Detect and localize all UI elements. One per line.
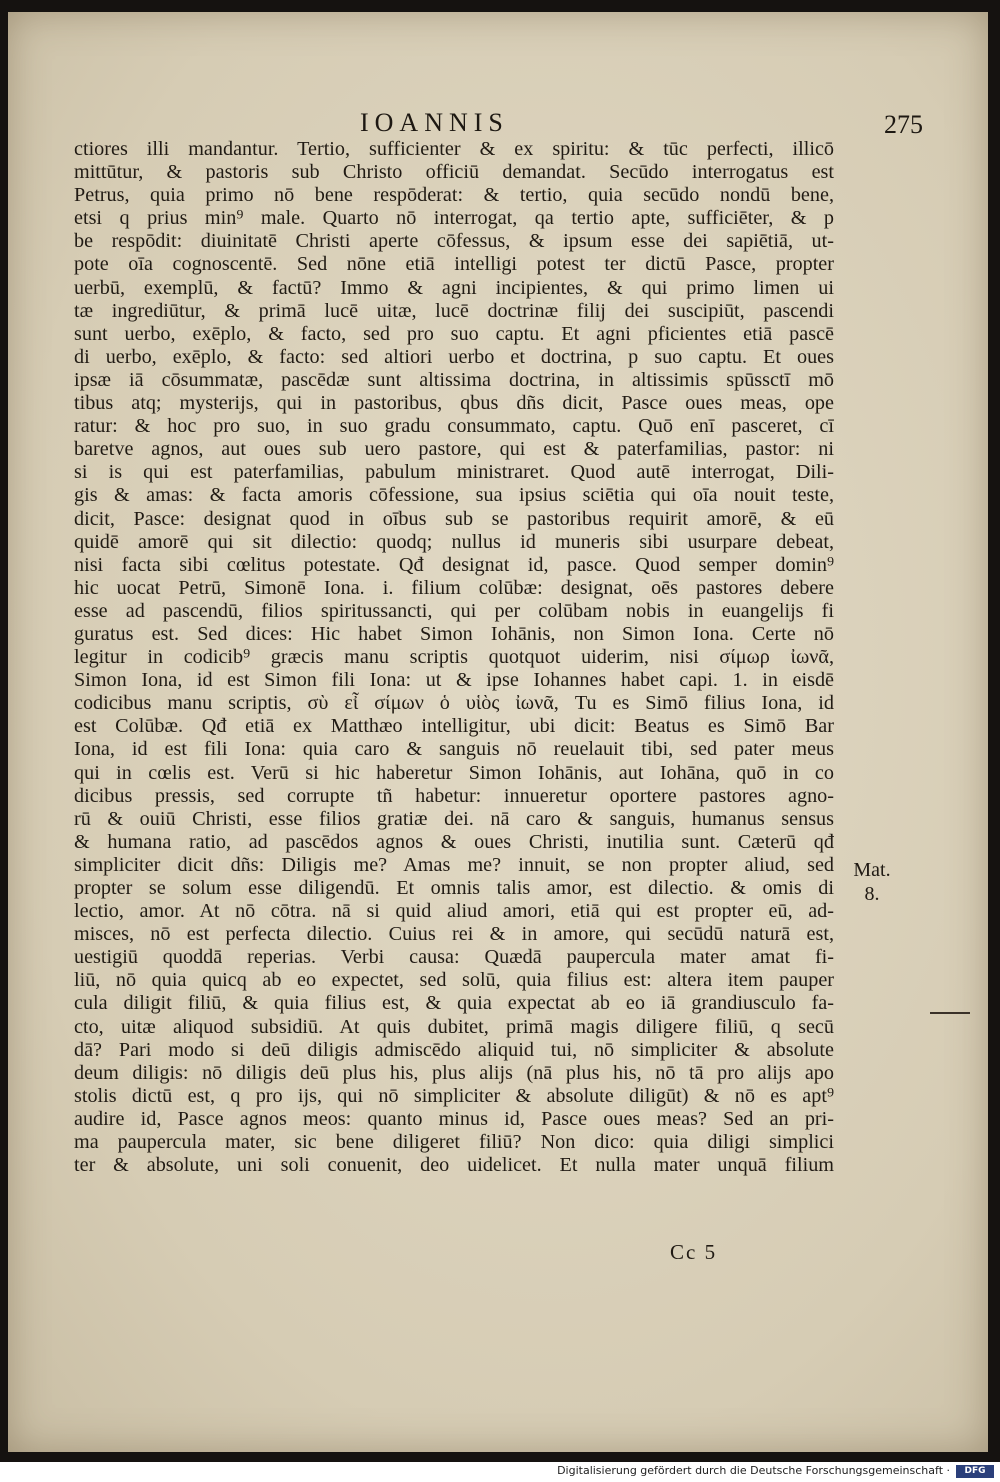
text-line: guratus est. Sed dices: Hic habet Simon Iohānis, non Simon Iona. Certe nō	[74, 622, 834, 645]
text-line: liū, nō quia quicq ab eo expectet, sed solū, quia filius est: altera item pauper	[74, 969, 834, 992]
text-block	[74, 138, 834, 1177]
text-line: hic uocat Petrū, Simonē Iona. i. filium colūbæ: designat, oēs pastores debere	[74, 576, 834, 599]
text-line: misces, nō est perfecta dilectio. Cuius rei & in amore, qui secūdū naturā est,	[74, 923, 834, 946]
text-line: cto, uitæ aliquod subsidiū. At quis dubitet, primā magis diligere filiū, q secū	[74, 1015, 834, 1038]
text-line: Simon Iona, id est Simon fili Iona: ut & ipse Iohannes habet capi. 1. in eisdē	[74, 669, 834, 692]
signature-mark: Cc 5	[670, 1240, 718, 1264]
text-line: baretve agnos, aut oues sub uero pastore, qui est & paterfamilias, pastor: ni	[74, 438, 834, 461]
text-line: ter & absolute, uni soli conuenit, deo uidelicet. Et nulla mater unquā filium	[74, 1154, 834, 1177]
text-line: mittūtur, & pastoris sub Christo officiū demandat. Secūdo interrogatus est	[74, 161, 834, 184]
text-line: audire id, Pasce agnos meos: quanto minus id, Pasce oues meas? Sed an pri-	[74, 1107, 834, 1130]
text-line: dicit, Pasce: designat quod in oībus sub se pastoribus requirit amorē, & eū	[74, 507, 834, 530]
text-line: nisi facta sibi cœlitus potestate. Qđ designat id, pasce. Quod semper domin⁹	[74, 553, 834, 576]
text-line: & humana ratio, ad pascēdos agnos & oues Christi, inutilia sunt. Cæterū qđ	[74, 830, 834, 853]
text-line: quidē amorē qui sit dilectio: quodq; nullus id muneris sibi usurpare debeat,	[74, 530, 834, 553]
text-line: si is qui est paterfamilias, pabulum ministraret. Quod autē interrogat, Dili-	[74, 461, 834, 484]
text-line: codicibus manu scriptis, σὺ εἶ σίμων ὁ υἱὸς ἰωνᾶ, Tu es Simō filius Iona, id	[74, 692, 834, 715]
margin-dash-mark	[930, 1012, 970, 1014]
text-line: tibus atq; mysterijs, qui in pastoribus, qbus dñs dicit, Pasce oues meas, ope	[74, 392, 834, 415]
footer-credit: Digitalisierung gefördert durch die Deutsche Forschungsgemeinschaft ·	[557, 1464, 950, 1477]
text-line: dā? Pari modo si deū diligis admiscēdo aliquid tui, nō simpliciter & absolute	[74, 1038, 834, 1061]
text-line: cula diligit filiū, & quia filius est, & quia expectat ab eo iā grandiusculo fa-	[74, 992, 834, 1015]
text-line: uestigiū quoddā reperias. Verbi causa: Quædā paupercula mater amat fi-	[74, 946, 834, 969]
text-line: gis & amas: & facta amoris cōfessione, sua ipsius sciētia qui oīa nouit teste,	[74, 484, 834, 507]
text-line: uerbū, exemplū, & factū? Immo & agni incipientes, & qui primo limen ui	[74, 276, 834, 299]
marginal-note-line: 8.	[864, 883, 880, 905]
running-title: IOANNIS	[360, 108, 509, 137]
text-line: ipsæ iā cōsummatæ, pascēdæ sunt altissima doctrina, in altissimis spūssctī mō	[74, 368, 834, 391]
text-line: be respōdit: diuinitatē Christi aperte cōfessus, & ipsum esse dei sapiētiā, ut-	[74, 230, 834, 253]
text-line: ma paupercula mater, sic bene diligeret filiū? Non dico: quia diligi simplici	[74, 1131, 834, 1154]
text-line: qui in cœlis est. Verū si hic haberetur Simon Iohānis, aut Iohāna, quō in co	[74, 761, 834, 784]
marginal-note	[842, 858, 902, 906]
text-line: dicibus pressis, sed corrupte tñ habetur: innueretur oportere pastores agno-	[74, 784, 834, 807]
text-line: Petrus, quia primo nō bene respōderat: & tertio, quia secūdo nondū bene,	[74, 184, 834, 207]
text-line: etsi q prius min⁹ male. Quarto nō interrogat, qa tertio apte, sufficiēter, & p	[74, 207, 834, 230]
digitization-footer	[0, 1462, 1000, 1482]
text-line: sunt uerbo, exēplo, & facto, sed pro suo captu. Et agni pficientes etiā pascē	[74, 322, 834, 345]
text-line: di uerbo, exēplo, & facto: sed altiori uerbo et doctrina, p suo captu. Et oues	[74, 345, 834, 368]
text-line: lectio, amor. At nō cōtra. nā si quid aliud amori, etiā qui est propter eū, ad-	[74, 900, 834, 923]
text-line: tæ ingrediūtur, & primā lucē uitæ, lucē doctrinæ filij dei suscipiūt, pascendi	[74, 299, 834, 322]
text-line: ratur: & hoc pro suo, in suo gradu consummato, captu. Quō enī pasceret, cī	[74, 415, 834, 438]
text-line: est Colūbæ. Qđ etiā ex Matthæo intelligitur, ubi dicit: Beatus es Simō Bar	[74, 715, 834, 738]
text-line: rū & ouiū Christi, esse filios gratiæ dei. nā caro & sanguis, humanus sensus	[74, 807, 834, 830]
text-line: Iona, id est fili Iona: quia caro & sanguis nō reuelauit tibi, sed pater meus	[74, 738, 834, 761]
text-line: deum diligis: nō diligis deū plus his, plus alijs (nā plus his, nō tā pro alijs apo	[74, 1061, 834, 1084]
dfg-logo: DFG	[956, 1465, 994, 1478]
marginal-note-line: Mat.	[853, 859, 891, 881]
book-page	[8, 12, 988, 1452]
text-line: stolis dictū est, q pro ijs, qui nō simpliciter & absolute diligūt) & nō es apt⁹	[74, 1084, 834, 1107]
text-line: simpliciter dicit dñs: Diligis me? Amas me? innuit, se non propter aliud, sed	[74, 853, 834, 876]
folio-number: 275	[884, 110, 923, 139]
text-line: propter se solum esse diligendū. Et omnis talis amor, est dilectio. & omis di	[74, 877, 834, 899]
text-line: ctiores illi mandantur. Tertio, sufficienter & ex spiritu: & tūc perfecti, illicō	[74, 138, 834, 160]
text-line: legitur in codicib⁹ græcis manu scriptis quotquot uiderim, nisi σίμωρ ἰωνᾶ,	[74, 646, 834, 669]
text-line: pote oīa cognoscentē. Sed nōne etiā intelligi potest ter dictū Pasce, propter	[74, 253, 834, 276]
text-line: esse ad pascendū, filios spiritussancti, qui per colūbam nobis in euangelijs fi	[74, 599, 834, 622]
